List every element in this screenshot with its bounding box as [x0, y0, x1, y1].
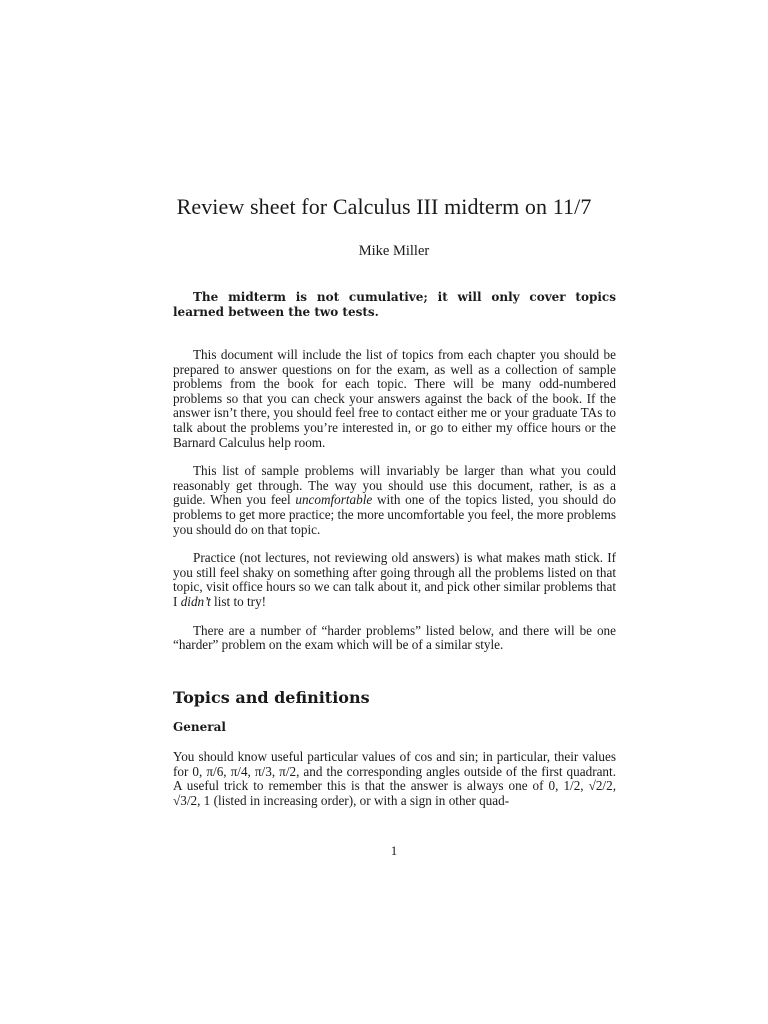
abstract-text: The midterm is not cumulative; it will only cover topics learned between the two tests.	[173, 290, 616, 319]
subsection-title: General	[173, 720, 226, 734]
paragraph-2-emphasis: uncomfortable	[295, 492, 373, 508]
document-author: Mike Miller	[358, 243, 430, 259]
paragraph-2-end: with one of the topics listed, you should do problems to get more practice; the more uncomfortable you feel, the more problems you should do on that topic.	[173, 492, 616, 537]
paragraph-3	[173, 551, 616, 609]
intro-body	[173, 348, 616, 667]
paragraph-2-start: This list of sample problems will invariably be larger than what you could reasonably get through. The way you should use this document, rather, is as a guide. When you feel	[173, 463, 616, 508]
paragraph-2	[173, 464, 616, 537]
paragraph-3-start: Practice (not lectures, not reviewing old answers) is what makes math stick. If you still feel shaky on something after going through all the problems listed on that topic, visit office hours so we can talk about it, and pick other similar problems that I	[173, 550, 616, 609]
page-number: 1	[390, 843, 398, 858]
paragraph-1: This document will include the list of topics from each chapter you should be prepared to answer questions on for the exam, as well as a collection of sample problems from the book for each topic. There will be many odd-numbered problems so that you can check your answers against the back of the book. If the answer isn’t there, you should feel free to contact either me or your graduate TAs to talk about the problems you’re interested in, or go to either my office hours or the Barnard Calculus help room.	[173, 347, 616, 450]
paragraph-3-end: list to try!	[210, 593, 267, 609]
section-title: Topics and definitions	[173, 688, 370, 707]
document-title: Review sheet for Calculus III midterm on 11/7	[176, 194, 592, 219]
general-section-body	[173, 750, 616, 822]
general-paragraph: You should know useful particular values of cos and sin; in particular, their values for 0, π/6, π/4, π/3, π/2, and the corresponding angles outside of the first quadrant. A useful trick to remember this is that the answer is always one of 0, 1/2, √2/2, √3/2, 1 (listed in increasing order), or with a sign in other quad-	[173, 749, 616, 808]
paragraph-3-emphasis: didn’t	[180, 593, 211, 609]
abstract	[173, 290, 616, 319]
paragraph-4: There are a number of “harder problems” listed below, and there will be one “harder” problem on the exam which will be of a similar style.	[173, 622, 616, 653]
